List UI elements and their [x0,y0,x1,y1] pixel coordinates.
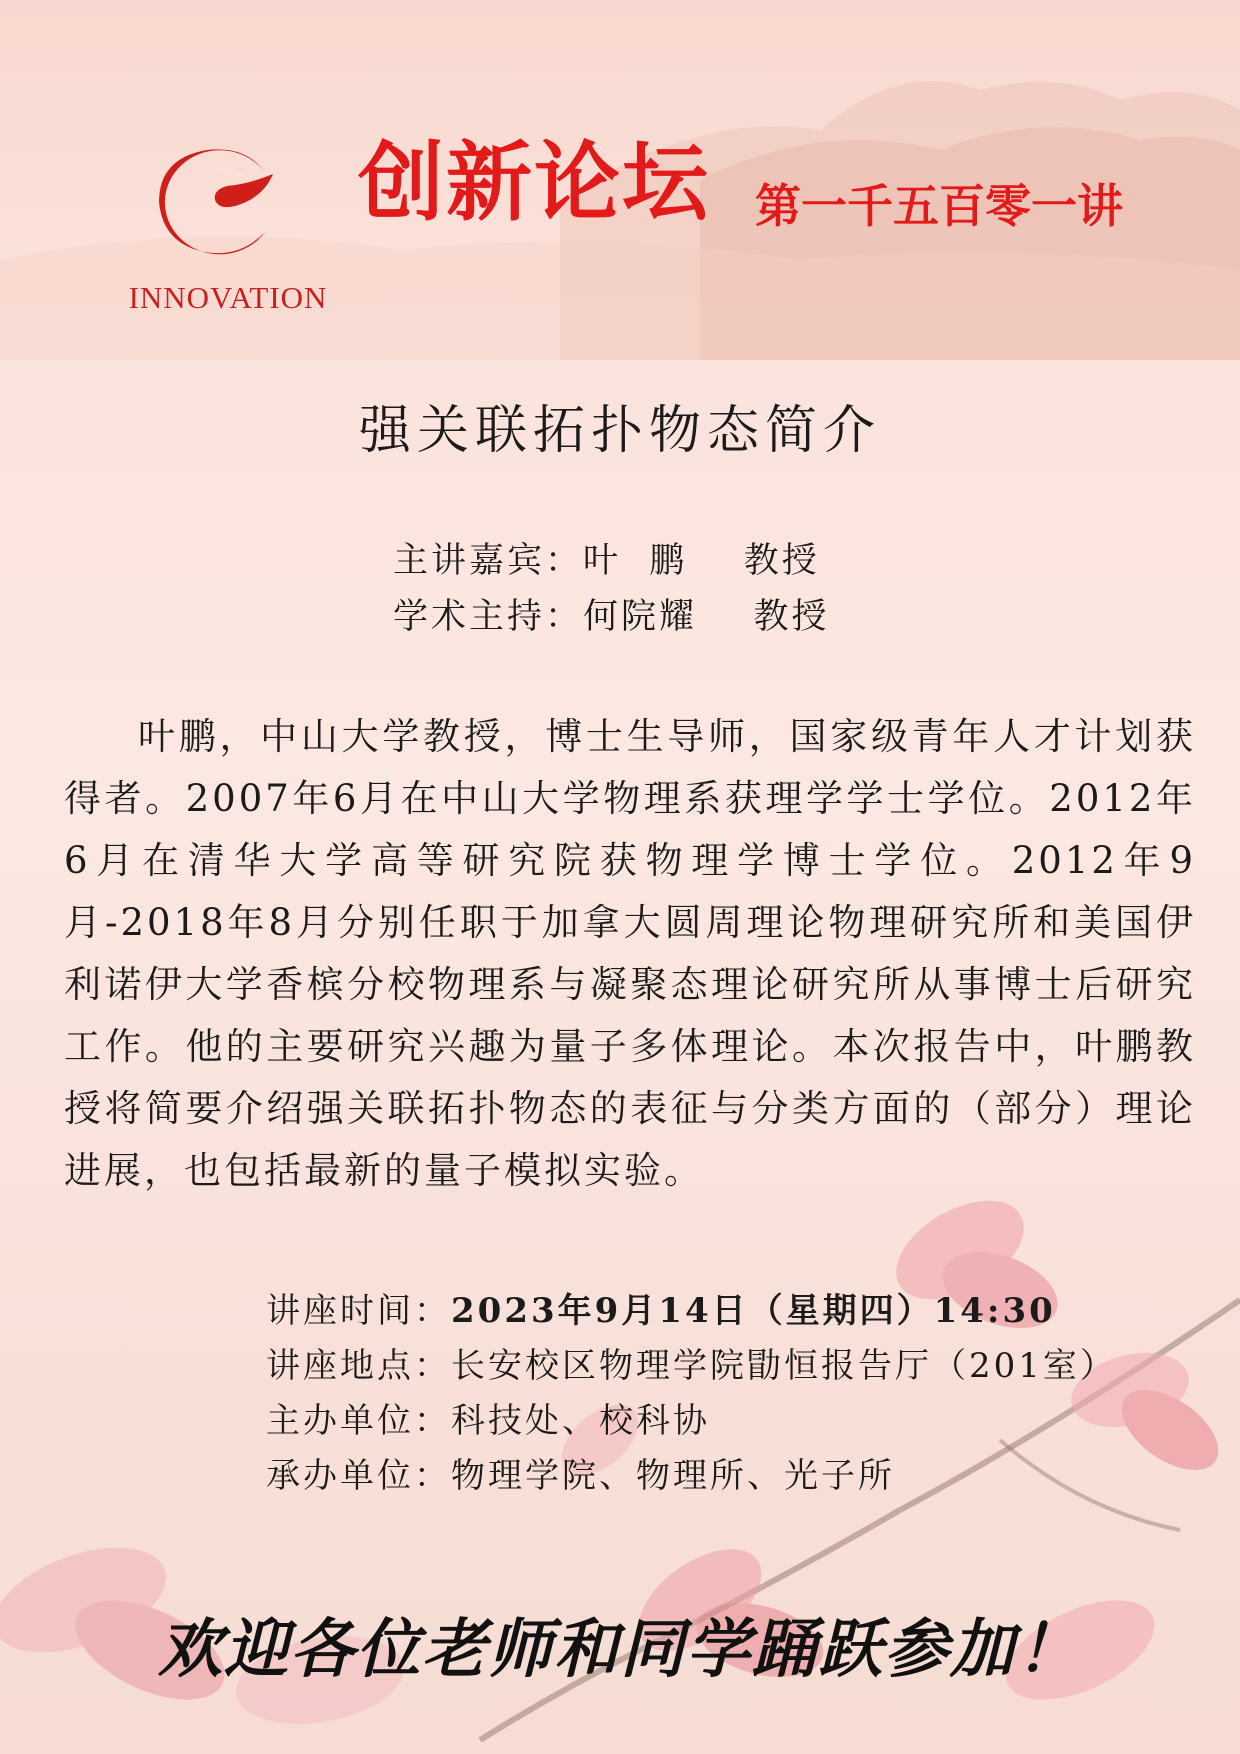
speaker-name: 叶 鹏 [583,541,688,581]
welcome-message: 欢迎各位老师和同学踊跃参加！ [158,1612,1082,1687]
host-name: 何院耀 [583,597,698,637]
innovation-logo [105,140,345,320]
organizer-row [266,1393,1117,1448]
undertaker-value: 物理学院、物理所、光子所 [451,1456,895,1496]
people-block [393,533,830,645]
time-value: 2023年9月14日（星期四）14:30 [451,1291,1056,1331]
place-label: 讲座地点： [266,1346,451,1386]
talk-title: 强关联拓扑物态简介 [358,401,881,461]
speaker-title: 教授 [743,541,820,581]
undertaker-label: 承办单位： [266,1456,451,1496]
organizer-value: 科技处、校科协 [451,1401,710,1441]
host-label: 学术主持： [393,597,584,637]
innovation-swirl-icon [145,140,305,260]
host-title: 教授 [753,597,830,637]
place-row [266,1338,1117,1393]
speaker-label: 主讲嘉宾： [393,541,584,581]
organizer-label: 主办单位： [266,1401,451,1441]
speaker-row [393,533,830,589]
speaker-bio: 叶鹏，中山大学教授，博士生导师，国家级青年人才计划获得者。2007年6月在中山大学物理系获理学学士学位。2012年6月在清华大学高等研究院获物理学博士学位。2012年9月-2018年8月分别任职于加拿大圆周理论物理研究所和美国伊利诺伊大学香槟分校物理系与凝聚态理论研究所从事博士后研究工作。他的主要研究兴趣为量子多体理论。本次报告中，叶鹏教授将简要介绍强关联拓扑物态的表征与分类方面的（部分）理论进展，也包括最新的量子模拟实验。 [64,715,1196,1192]
time-row [266,1283,1117,1338]
lecture-number: 第一千五百零一讲 [755,179,1123,233]
lecture-details [266,1283,1117,1503]
forum-title: 创新论坛 [358,133,710,233]
time-label: 讲座时间： [266,1291,451,1331]
place-value: 长安校区物理学院勖恒报告厅（201室） [451,1346,1117,1386]
host-row [393,589,830,645]
logo-text: INNOVATION [128,280,328,315]
undertaker-row [266,1448,1117,1503]
